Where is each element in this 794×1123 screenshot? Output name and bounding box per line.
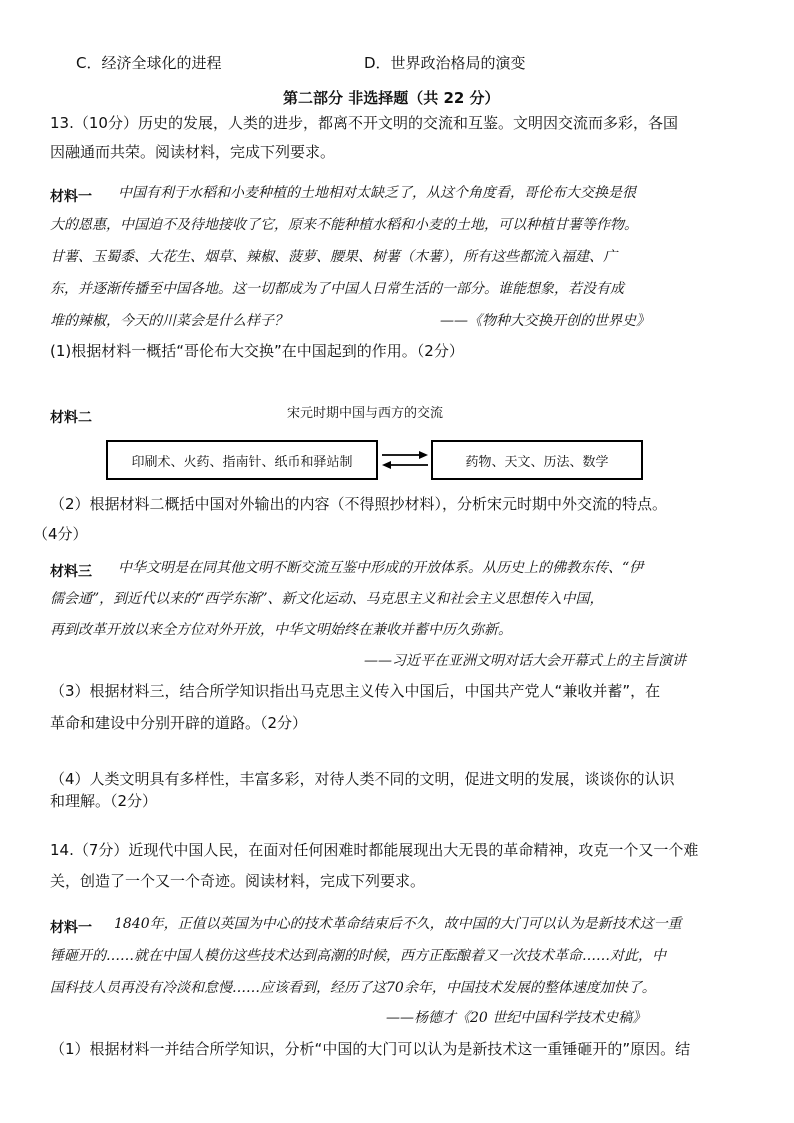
q14-m1-line3: 国科技人员再没有冷淡和怠慢……应该看到，经历了这70余年，中国技术发展的整体速度加快了。	[50, 980, 656, 996]
q13-m1-line2: 大的恩惠，中国迫不及待地接收了它，原来不能种植水稻和小麦的土地，可以种植甘薯等作物。	[50, 217, 638, 233]
export-box-text: 印刷术、火药、指南针、纸币和驿站制	[131, 454, 353, 470]
q13-sub2-line2: （4分）	[33, 525, 88, 543]
q13-m1-label: 材料一	[50, 189, 92, 205]
q13-m1-line3: 甘薯、玉蜀黍、大花生、烟草、辣椒、菠萝、腰果、树薯（木薯），所有这些都流入福建、广	[50, 249, 617, 265]
q13-m3-label: 材料三	[50, 564, 92, 580]
q13-intro-line2: 因融通而共荣。阅读材料，完成下列要求。	[50, 143, 336, 161]
import-box-text: 药物、天文、历法、数学	[465, 454, 609, 470]
q14-sub1: （1）根据材料一并结合所学知识，分析“中国的大门可以认为是新技术这一重锤砸开的”原因。结	[50, 1040, 691, 1058]
q13-m1-source: ——《物种大交换开创的世界史》	[440, 313, 650, 329]
section-title: 第二部分 非选择题（共 22 分）	[283, 89, 500, 107]
q13-sub3-line1: （3）根据材料三，结合所学知识指出马克思主义传入中国后，中国共产党人“兼收并蓄”，在	[50, 682, 661, 700]
export-box	[106, 440, 378, 480]
q13-m1-line1: 中国有利于水稻和小麦种植的土地相对太缺乏了，从这个角度看，哥伦布大交换是很	[118, 185, 636, 201]
q13-m1-line5: 堆的辣椒，今天的川菜会是什么样子？	[50, 313, 288, 329]
q13-sub4-line2: 和理解。（2分）	[50, 792, 158, 810]
q13-intro-line1: 13.（10分）历史的发展，人类的进步，都离不开文明的交流和互鉴。文明因交流而多彩，各国	[50, 114, 678, 132]
q13-sub3-line2: 革命和建设中分别开辟的道路。（2分）	[50, 714, 308, 732]
q13-sub1: (1)根据材料一概括“哥伦布大交换”在中国起到的作用。（2分）	[50, 342, 464, 360]
q13-m3-line2: 儒会通”，到近代以来的“西学东渐”、新文化运动、马克思主义和社会主义思想传入中国，	[50, 591, 604, 607]
q14-m1-label: 材料一	[50, 920, 92, 936]
q14-intro-line1: 14.（7分）近现代中国人民，在面对任何困难时都能展现出大无畏的革命精神，攻克一个又一个难	[50, 841, 699, 859]
q13-m2-title: 宋元时期中国与西方的交流	[287, 406, 444, 421]
q14-intro-line2: 关，创造了一个又一个奇迹。阅读材料，完成下列要求。	[50, 872, 426, 890]
q13-sub2-line1: （2）根据材料二概括中国对外输出的内容（不得照抄材料），分析宋元时期中外交流的特点。	[50, 495, 668, 513]
q13-sub4-line1: （4）人类文明具有多样性，丰富多彩，对待人类不同的文明，促进文明的发展，谈谈你的认识	[50, 770, 675, 788]
import-box	[431, 440, 643, 480]
q13-m1-line4: 东，并逐渐传播至中国各地。这一切都成为了中国人日常生活的一部分。谁能想象，若没有成	[50, 281, 624, 297]
q14-m1-line1: 1840年，正值以英国为中心的技术革命结束后不久，故中国的大门可以认为是新技术这一重	[114, 916, 682, 932]
q13-m2-label: 材料二	[50, 410, 92, 426]
q13-m3-line3: 再到改革开放以来全方位对外开放，中华文明始终在兼收并蓄中历久弥新。	[50, 622, 512, 638]
q13-m3-line1: 中华文明是在同其他文明不断交流互鉴中形成的开放体系。从历史上的佛教东传、“伊	[118, 560, 644, 576]
q14-m1-line2: 锤砸开的……就在中国人模仿这些技术达到高潮的时候，西方正酝酿着又一次技术革命……对此，中	[50, 948, 666, 964]
q13-m3-source: ——习近平在亚洲文明对话大会开幕式上的主旨演讲	[364, 653, 686, 669]
exchange-arrows-icon	[380, 448, 430, 472]
q14-m1-source: ——杨德才《20 世纪中国科学技术史稿》	[386, 1010, 647, 1026]
option-c: C．经济全球化的进程	[76, 54, 222, 72]
option-d: D．世界政治格局的演变	[364, 54, 526, 72]
